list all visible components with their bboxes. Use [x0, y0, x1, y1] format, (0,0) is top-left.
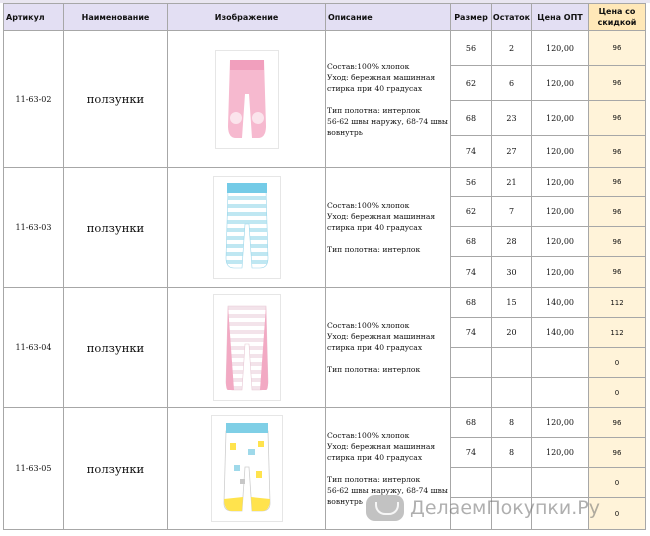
header-size: Размер [451, 4, 492, 31]
price-opt-cell: 140,00 [532, 288, 589, 318]
description-line [327, 353, 449, 364]
stock-cell: 6 [492, 66, 532, 101]
discount-price-cell: 96 [589, 101, 646, 136]
price-opt-cell: 120,00 [532, 31, 589, 66]
blue-striped-pants-image [213, 176, 281, 279]
discount-price-cell: 96 [589, 408, 646, 438]
product-name: ползунки [64, 288, 168, 408]
discount-price-cell: 96 [589, 257, 646, 288]
watermark [366, 488, 646, 528]
price-opt-cell: 120,00 [532, 438, 589, 468]
size-cell: 62 [451, 66, 492, 101]
size-cell: 56 [451, 168, 492, 197]
discount-price-cell: 0 [589, 348, 646, 378]
product-name: ползунки [64, 408, 168, 530]
size-cell: 56 [451, 31, 492, 66]
size-cell: 68 [451, 227, 492, 257]
header-image: Изображение [168, 4, 326, 31]
price-opt-cell: 120,00 [532, 227, 589, 257]
product-article: 11-63-02 [4, 31, 64, 168]
size-cell: 68 [451, 288, 492, 318]
discount-price-cell: 0 [589, 498, 646, 530]
stock-cell: 27 [492, 136, 532, 168]
size-cell [451, 348, 492, 378]
discount-price-cell: 96 [589, 136, 646, 168]
stock-cell: 8 [492, 438, 532, 468]
description-line: Состав:100% хлопок [327, 431, 410, 440]
description-line: Состав:100% хлопок [327, 321, 410, 330]
description-line: вовнутрь [327, 127, 363, 137]
discount-price-cell: 96 [589, 168, 646, 197]
table-row [4, 408, 646, 438]
discount-price-cell: 96 [589, 438, 646, 468]
header-stock: Остаток [492, 4, 532, 31]
description-line: стирка при 40 градусах [327, 453, 423, 462]
description-line: Уход: бережная машинная [327, 332, 436, 341]
description-line: стирка при 40 градусах [327, 223, 423, 232]
size-cell [451, 378, 492, 408]
discount-price-cell: 96 [589, 227, 646, 257]
stock-cell: 2 [492, 31, 532, 66]
size-cell: 68 [451, 101, 492, 136]
product-name: ползунки [64, 168, 168, 288]
pink-striped-pants-image [213, 294, 281, 401]
product-article: 11-63-05 [4, 408, 64, 530]
stock-cell: 20 [492, 318, 532, 348]
description-line: Уход: бережная машинная [327, 72, 436, 82]
stock-cell: 15 [492, 288, 532, 318]
description-line: 56-62 швы наружу, 68-74 швы [327, 116, 448, 126]
price-list-table [3, 3, 646, 530]
description-line: стирка при 40 градусах [327, 83, 423, 93]
stock-cell [492, 378, 532, 408]
table-row [4, 288, 646, 318]
description-line: 56-62 швы наружу, 68-74 швы [327, 486, 448, 495]
header-description: Описание [326, 4, 451, 31]
price-opt-cell: 120,00 [532, 257, 589, 288]
description-line: Тип полотна: интерлок [327, 475, 421, 484]
stock-cell: 8 [492, 408, 532, 438]
price-opt-cell: 140,00 [532, 318, 589, 348]
stock-cell: 21 [492, 168, 532, 197]
watermark-text: ДелаемПокупки.Ру [410, 497, 600, 519]
description-line [327, 233, 449, 244]
description-line: Уход: бережная машинная [327, 442, 436, 451]
description-line: Состав:100% хлопок [327, 61, 410, 71]
size-cell: 74 [451, 257, 492, 288]
product-article: 11-63-04 [4, 288, 64, 408]
discount-price-cell: 0 [589, 468, 646, 498]
pink-pants-with-knee-patches-image [215, 50, 279, 149]
price-opt-cell: 120,00 [532, 101, 589, 136]
price-opt-cell: 120,00 [532, 197, 589, 227]
product-image-cell [168, 288, 326, 408]
stock-cell: 7 [492, 197, 532, 227]
product-image-cell [168, 408, 326, 530]
header-name: Наименование [64, 4, 168, 31]
discount-price-cell: 112 [589, 288, 646, 318]
table-row [4, 168, 646, 197]
description-line: Состав:100% хлопок [327, 201, 410, 210]
size-cell: 74 [451, 438, 492, 468]
header-discount-price: Цена со скидкой [589, 4, 646, 31]
description-line: Уход: бережная машинная [327, 212, 436, 221]
product-image-cell [168, 168, 326, 288]
stock-cell: 28 [492, 227, 532, 257]
discount-price-cell: 0 [589, 378, 646, 408]
discount-price-cell: 96 [589, 197, 646, 227]
description-line: вовнутрь [327, 497, 363, 506]
header-price-opt: Цена ОПТ [532, 4, 589, 31]
description-line: стирка при 40 градусах [327, 343, 423, 352]
description-line: Тип полотна: интерлок [327, 245, 421, 254]
table-row [4, 31, 646, 66]
stock-cell: 23 [492, 101, 532, 136]
header-article: Артикул [4, 4, 64, 31]
product-image-cell [168, 31, 326, 168]
price-opt-cell: 120,00 [532, 408, 589, 438]
description-line [327, 94, 449, 105]
product-article: 11-63-03 [4, 168, 64, 288]
price-opt-cell [532, 348, 589, 378]
discount-price-cell: 96 [589, 66, 646, 101]
description-line: Тип полотна: интерлок [327, 105, 421, 115]
product-description [326, 288, 451, 408]
price-opt-cell: 120,00 [532, 168, 589, 197]
price-opt-cell: 120,00 [532, 136, 589, 168]
size-cell: 74 [451, 318, 492, 348]
product-name: ползунки [64, 31, 168, 168]
stock-cell [492, 348, 532, 378]
size-cell: 68 [451, 408, 492, 438]
size-cell: 62 [451, 197, 492, 227]
shopping-bag-icon [366, 495, 404, 521]
size-cell: 74 [451, 136, 492, 168]
description-line [327, 463, 449, 474]
header-row [4, 4, 646, 31]
discount-price-cell: 112 [589, 318, 646, 348]
product-description [326, 31, 451, 168]
stock-cell: 30 [492, 257, 532, 288]
description-line: Тип полотна: интерлок [327, 365, 421, 374]
price-opt-cell: 120,00 [532, 66, 589, 101]
discount-price-cell: 96 [589, 31, 646, 66]
price-opt-cell [532, 378, 589, 408]
printed-pants-yellow-feet-image [211, 415, 283, 522]
product-description [326, 168, 451, 288]
